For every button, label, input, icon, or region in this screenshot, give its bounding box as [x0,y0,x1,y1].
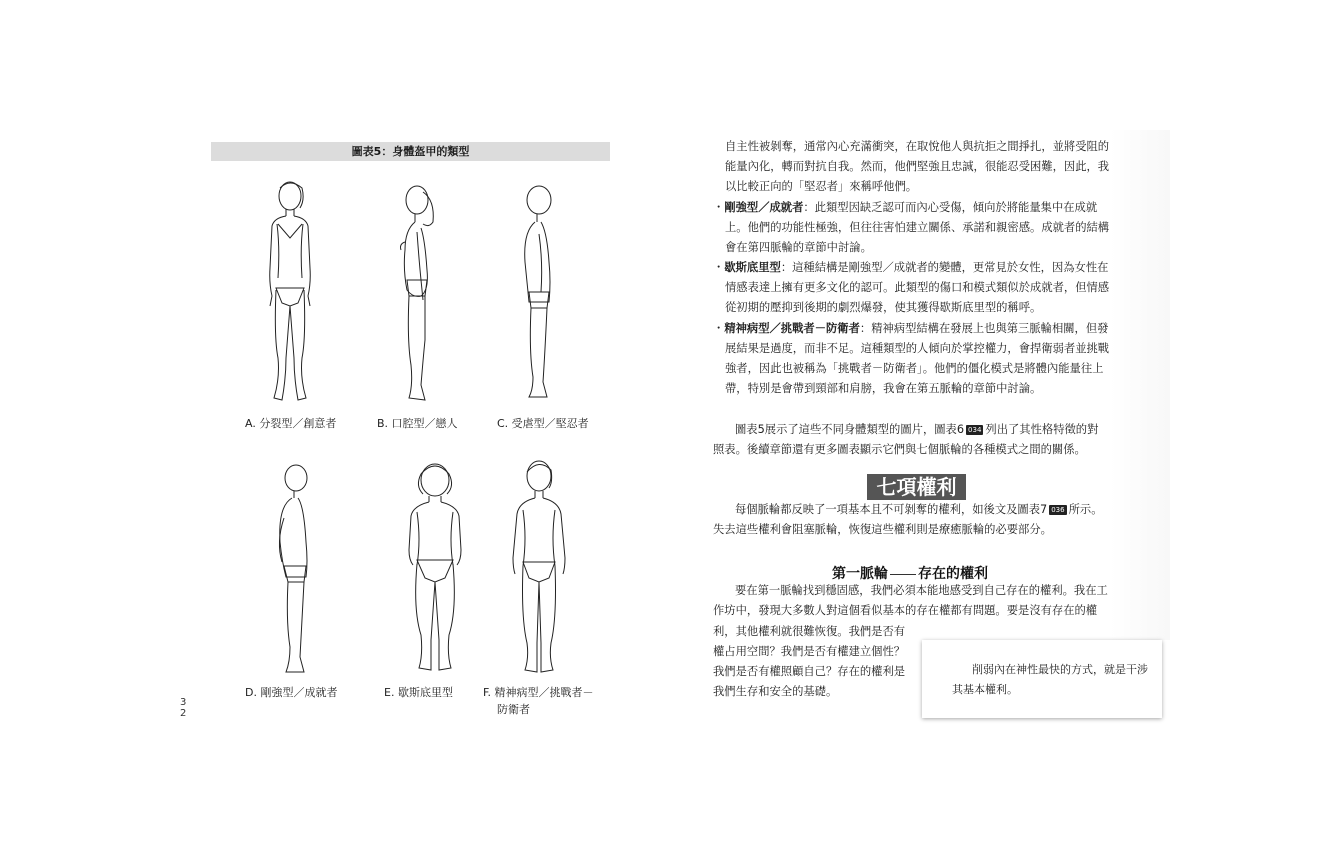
figure-b-illustration [385,180,455,405]
paragraph-line [735,420,1098,440]
paragraph-line: 利，其他權利就很難恢復。我們是否有 [713,625,906,638]
page-number-digit: 3 [180,697,187,708]
section-title: 七項權利 [867,474,966,500]
paragraph-line: 展結果是過度，而非不足。這種類型的人傾向於掌控權力，會捍衛弱者並挑戰 [725,342,1110,355]
bullet-item: ・剛強型／成就者：此類型因缺乏認可而內心受傷，傾向於將能量集中在成就 [713,201,1098,214]
paragraph-line: 權占用空間？我們是否有權建立個性？ [713,645,906,658]
left-page [0,0,661,863]
bullet-item: ・歇斯底里型：這種結構是剛強型／成就者的變體，更常見於女性，因為女性在 [713,261,1109,274]
paragraph-line [735,500,1103,520]
bullet-text: ：精神病型結構在發展上也與第三脈輪相關，但發 [859,322,1109,335]
bullet-term: 精神病型／挑戰者－防衛者 [724,322,860,335]
figure-e-illustration [395,460,475,675]
figure-f-label-line2: 防衛者 [497,703,530,716]
rights-text: 所示。 [1068,503,1103,516]
figure-f-label: F. 精神病型／挑戰者－ [483,686,594,699]
paragraph-line: 我們生存和安全的基礎。 [713,685,838,698]
page-number-digit: 2 [180,708,187,719]
paragraph-line: 照表。後續章節還有更多圖表顯示它們與七個脈輪的各種模式之間的關係。 [713,443,1086,456]
figure-c-illustration [515,182,575,402]
summary-text: 列出了其性格特徵的對 [985,423,1099,436]
paragraph-line: 帶，特別是會帶到頸部和肩膀，我會在第五脈輪的章節中討論。 [725,382,1042,395]
sub-title-part: 存在的權利 [918,566,988,582]
paragraph-line: 我們是否有權照顧自己？存在的權利是 [713,665,906,678]
figure-title: 圖表5：身體盔甲的類型 [211,142,610,161]
summary-text: 圖表5展示了這些不同身體類型的圖片，圖表6 [735,423,965,436]
paragraph-line: 以比較正向的「堅忍者」來稱呼他們。 [725,180,918,193]
bullet-text: ：這種結構是剛強型／成就者的變體，更常見於女性，因為女性在 [780,261,1109,274]
paragraph-line: 失去這些權利會阻塞脈輪，恢復這些權利則是療癒脈輪的必要部分。 [713,523,1052,536]
rights-text: 每個脈輪都反映了一項基本且不可剝奪的權利，如後文及圖表7 [735,503,1048,516]
bullet-term: 剛強型／成就者 [724,201,804,214]
em-dash [890,574,916,575]
paragraph-line: 自主性被剝奪，通常內心充滿衝突，在取悅他人與抗拒之間掙扎，並將受阻的 [725,140,1110,153]
sub-title-part: 第一脈輪 [832,566,888,582]
figure-f-illustration [505,458,575,678]
bullet-term: 歇斯底里型 [724,261,781,274]
figure-ref-badge: 036 [1051,506,1065,514]
paragraph-line: 會在第四脈輪的章節中討論。 [725,241,872,254]
paragraph-line: 上。他們的功能性極強，但往往害怕建立關係、承諾和親密感。成就者的結構 [725,221,1110,234]
pull-quote-line: 其基本權利。 [952,683,1018,696]
pull-quote [922,640,1162,718]
page-edge-shade [1110,130,1170,640]
figure-ref-badge: 034 [968,426,982,434]
paragraph-line: 情感表達上擁有更多文化的認可。此類型的傷口和模式類似於成就者，但情感 [725,281,1110,294]
paragraph-line: 要在第一脈輪找到穩固感，我們必須本能地感受到自己存在的權利。我在工 [735,584,1108,597]
figure-d-label: D. 剛強型／成就者 [245,686,338,699]
bullet-item: ・精神病型／挑戰者－防衛者：精神病型結構在發展上也與第三脈輪相關，但發 [713,322,1109,335]
page-number [180,697,190,719]
pull-quote-line: 削弱內在神性最快的方式，就是干涉 [972,663,1148,676]
figure-a-label: A. 分裂型／創意者 [245,417,337,430]
paragraph-line: 作坊中，發現大多數人對這個看似基本的存在權都有問題。要是沒有存在的權 [713,604,1098,617]
paragraph-line: 從初期的壓抑到後期的劇烈爆發，使其獲得歇斯底里型的稱呼。 [725,301,1042,314]
bullet-text: ：此類型因缺乏認可而內心受傷，傾向於將能量集中在成就 [803,201,1098,214]
figure-b-label: B. 口腔型／戀人 [377,417,458,430]
figure-e-label: E. 歇斯底里型 [384,686,453,699]
figure-d-illustration [268,462,328,677]
sub-title [832,563,988,583]
figure-a-illustration [250,178,330,408]
paragraph-line: 強者，因此也被稱為「挑戰者－防衛者」。他們的僵化模式是將體內能量往上 [725,362,1104,375]
figure-c-label: C. 受虐型／堅忍者 [497,417,589,430]
paragraph-line: 能量內化，轉而對抗自我。然而，他們堅強且忠誠，很能忍受困難，因此，我 [725,160,1110,173]
